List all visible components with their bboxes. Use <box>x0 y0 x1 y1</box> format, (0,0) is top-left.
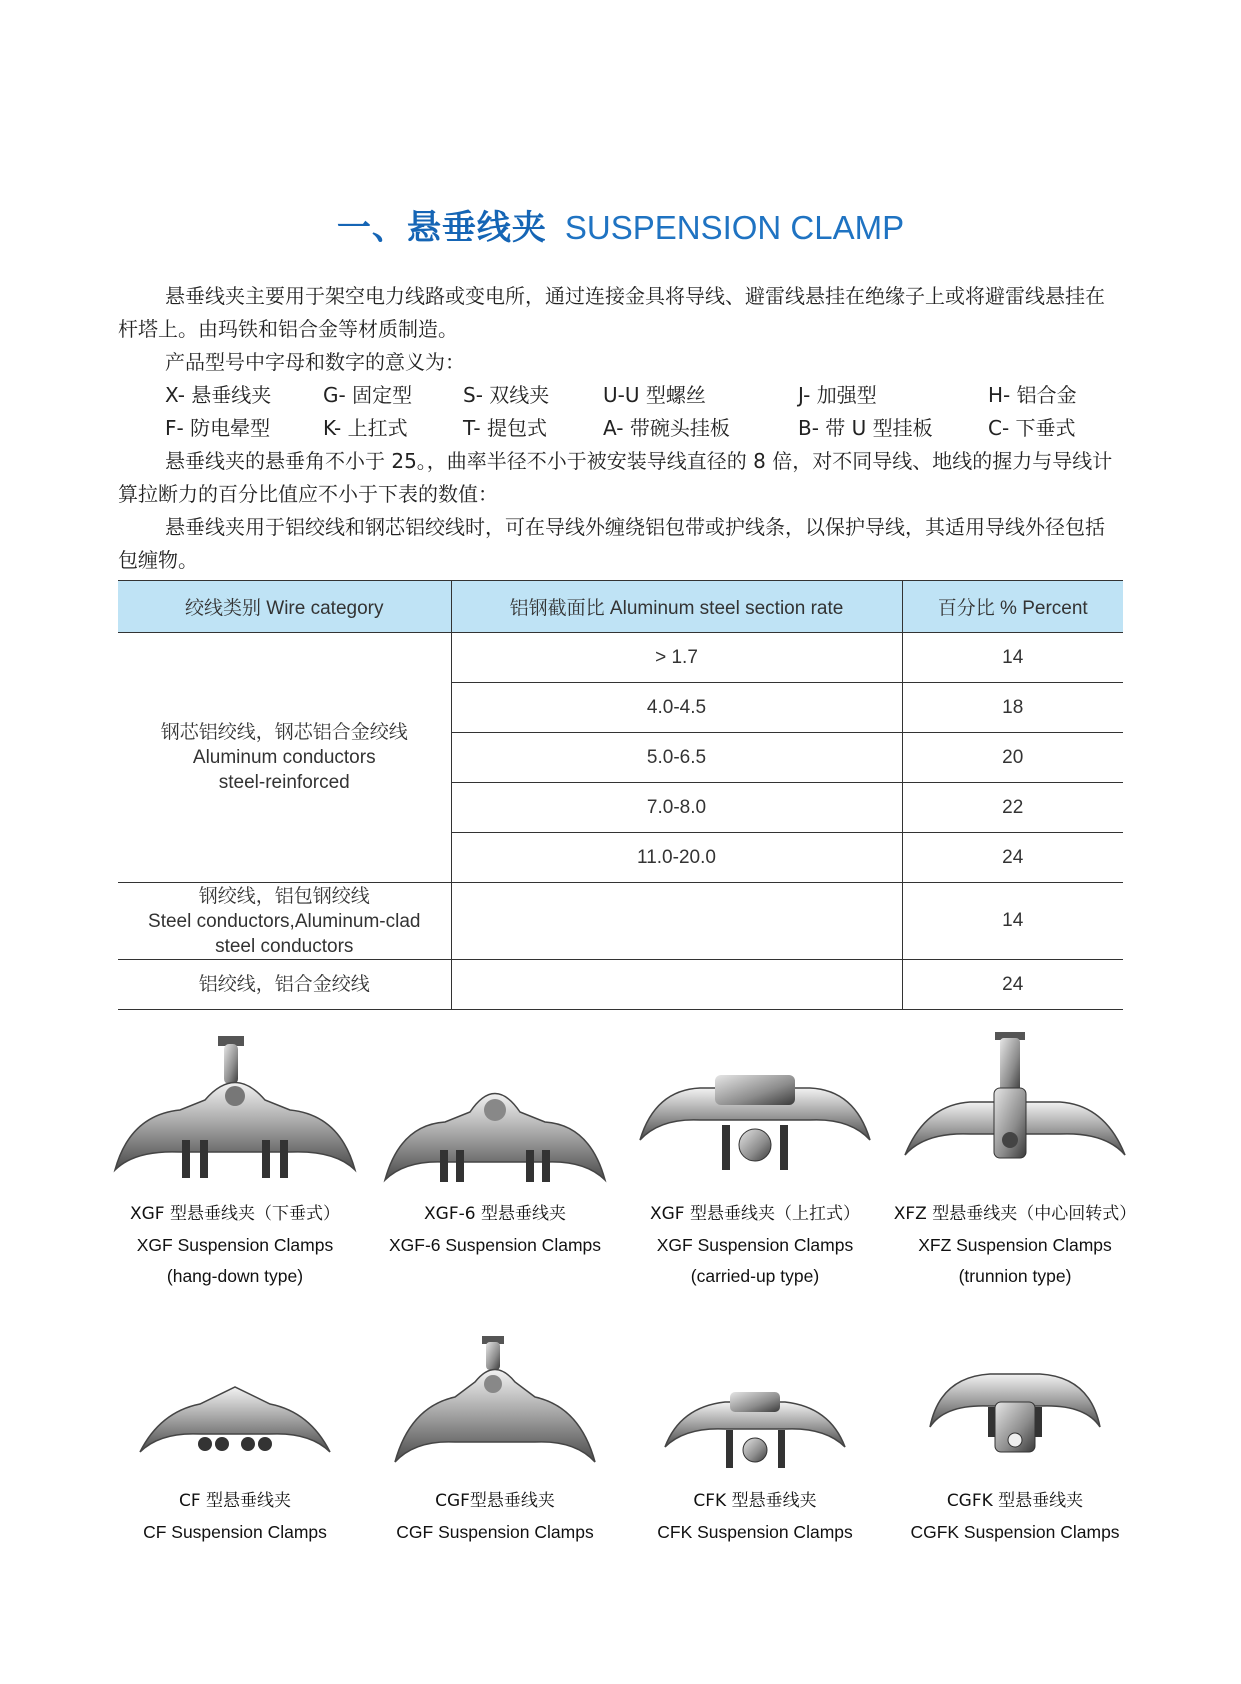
product-caption-en: XGF Suspension Clamps <box>656 1235 854 1255</box>
model-codes-row-1 <box>118 379 1123 412</box>
rate-cell: 5.0-6.5 <box>451 733 902 783</box>
rate-cell <box>451 883 902 960</box>
category-cell <box>118 633 451 883</box>
clamp-image <box>110 1030 360 1195</box>
percent-cell: 24 <box>902 960 1123 1010</box>
product-caption-cn: XFZ 型悬垂线夹（中心回转式） <box>893 1204 1137 1224</box>
intro-paragraph-4: 悬垂线夹用于铝绞线和钢芯铝绞线时，可在导线外缠绕铝包带或护线条，以保护导线，其适用导线外径包括包缠物。 <box>118 515 1105 572</box>
product-cfk <box>630 1332 880 1548</box>
product-caption-en: CF Suspension Clamps <box>143 1522 327 1542</box>
product-cgfk <box>890 1332 1140 1548</box>
product-caption-en: CFK Suspension Clamps <box>657 1522 853 1542</box>
category-en: Aluminum conductors <box>192 747 376 768</box>
rate-cell: 11.0-20.0 <box>451 833 902 883</box>
product-caption-en: XGF-6 Suspension Clamps <box>388 1235 602 1255</box>
rate-cell: 4.0-4.5 <box>451 683 902 733</box>
code-item: G- 固定型 <box>323 383 413 407</box>
code-item: U-U 型螺丝 <box>603 383 706 407</box>
code-item: S- 双线夹 <box>463 383 550 407</box>
product-caption-cn: XGF-6 型悬垂线夹 <box>424 1204 566 1224</box>
code-item: T- 提包式 <box>463 416 547 440</box>
product-caption-en: XGF Suspension Clamps <box>136 1235 334 1255</box>
product-row-2 <box>110 1332 1140 1548</box>
product-caption-cn: CFK 型悬垂线夹 <box>693 1491 817 1511</box>
clamp-image <box>110 1332 360 1482</box>
header-section-rate: 铝钢截面比 Aluminum steel section rate <box>451 581 902 633</box>
category-cell <box>118 883 451 960</box>
intro-paragraph-3: 悬垂线夹的悬垂角不小于 25。，曲率半径不小于被安装导线直径的 8 倍，对不同导线、地线的握力与导线计算拉断力的百分比值应不小于下表的数值： <box>118 449 1113 506</box>
product-xfz-trunnion <box>890 1030 1140 1292</box>
clamp-image <box>370 1030 620 1195</box>
title-en: SUSPENSION CLAMP <box>564 209 905 246</box>
header-wire-category: 绞线类别 Wire category <box>118 581 451 633</box>
header-percent: 百分比 % Percent <box>902 581 1123 633</box>
code-item: C- 下垂式 <box>988 416 1076 440</box>
percent-cell: 22 <box>902 783 1123 833</box>
code-item: H- 铝合金 <box>988 383 1077 407</box>
product-caption-en: XFZ Suspension Clamps <box>918 1235 1112 1255</box>
code-item: A- 带碗头挂板 <box>603 416 730 440</box>
table-row <box>118 633 1123 683</box>
rate-cell: 7.0-8.0 <box>451 783 902 833</box>
clamp-image <box>890 1332 1140 1482</box>
product-caption-note: (hang-down type) <box>166 1266 304 1286</box>
category-en: steel-reinforced <box>218 772 350 793</box>
code-item: J- 加强型 <box>798 383 877 407</box>
page-title <box>0 200 1241 249</box>
product-cf <box>110 1332 360 1548</box>
category-cn: 钢绞线，铝包钢绞线 <box>198 885 370 907</box>
percent-cell: 14 <box>902 883 1123 960</box>
grip-strength-table <box>118 580 1123 1010</box>
rate-cell <box>451 960 902 1010</box>
model-codes-row-2 <box>118 412 1123 445</box>
product-xgf-hang-down <box>110 1030 360 1292</box>
percent-cell: 14 <box>902 633 1123 683</box>
product-caption-cn: CF 型悬垂线夹 <box>178 1491 292 1511</box>
rate-cell: > 1.7 <box>451 633 902 683</box>
clamp-image <box>370 1332 620 1482</box>
table-row <box>118 960 1123 1010</box>
category-en: steel conductors <box>215 935 354 957</box>
clamp-image <box>630 1030 880 1195</box>
product-gallery <box>110 1030 1140 1548</box>
product-caption-en: CGF Suspension Clamps <box>396 1522 594 1542</box>
percent-cell: 24 <box>902 833 1123 883</box>
code-item: K- 上扛式 <box>323 416 408 440</box>
product-caption-cn: CGF型悬垂线夹 <box>435 1491 555 1511</box>
product-caption-note: (trunnion type) <box>958 1266 1072 1286</box>
product-caption-en: CGFK Suspension Clamps <box>910 1522 1120 1542</box>
title-cn: 一、悬垂线夹 <box>336 208 547 248</box>
product-caption-cn: CGFK 型悬垂线夹 <box>946 1491 1084 1511</box>
category-en: Steel conductors,Aluminum-clad <box>148 910 421 932</box>
intro-text <box>118 280 1123 577</box>
table-row <box>118 883 1123 960</box>
code-item: F- 防电晕型 <box>165 416 271 440</box>
percent-cell: 18 <box>902 683 1123 733</box>
category-cell: 铝绞线，铝合金绞线 <box>118 960 451 1010</box>
intro-paragraph-1: 悬垂线夹主要用于架空电力线路或变电所，通过连接金具将导线、避雷线悬挂在绝缘子上或将避雷线悬挂在杆塔上。由玛铁和铝合金等材质制造。 <box>118 284 1105 341</box>
code-item: B- 带 U 型挂板 <box>798 416 933 440</box>
percent-cell: 20 <box>902 733 1123 783</box>
intro-paragraph-2: 产品型号中字母和数字的意义为： <box>165 350 465 374</box>
product-xgf-carried-up <box>630 1030 880 1292</box>
code-item: X- 悬垂线夹 <box>165 383 272 407</box>
product-caption-cn: XGF 型悬垂线夹（下垂式） <box>129 1204 340 1224</box>
product-caption-cn: XGF 型悬垂线夹（上扛式） <box>649 1204 860 1224</box>
clamp-image <box>630 1332 880 1482</box>
category-cn: 钢芯铝绞线，钢芯铝合金绞线 <box>160 722 408 743</box>
product-caption-note: (carried-up type) <box>690 1266 820 1286</box>
product-cgf <box>370 1332 620 1548</box>
product-xgf-6 <box>370 1030 620 1292</box>
table-header-row <box>118 581 1123 633</box>
clamp-image <box>890 1030 1140 1195</box>
product-row-1 <box>110 1030 1140 1292</box>
